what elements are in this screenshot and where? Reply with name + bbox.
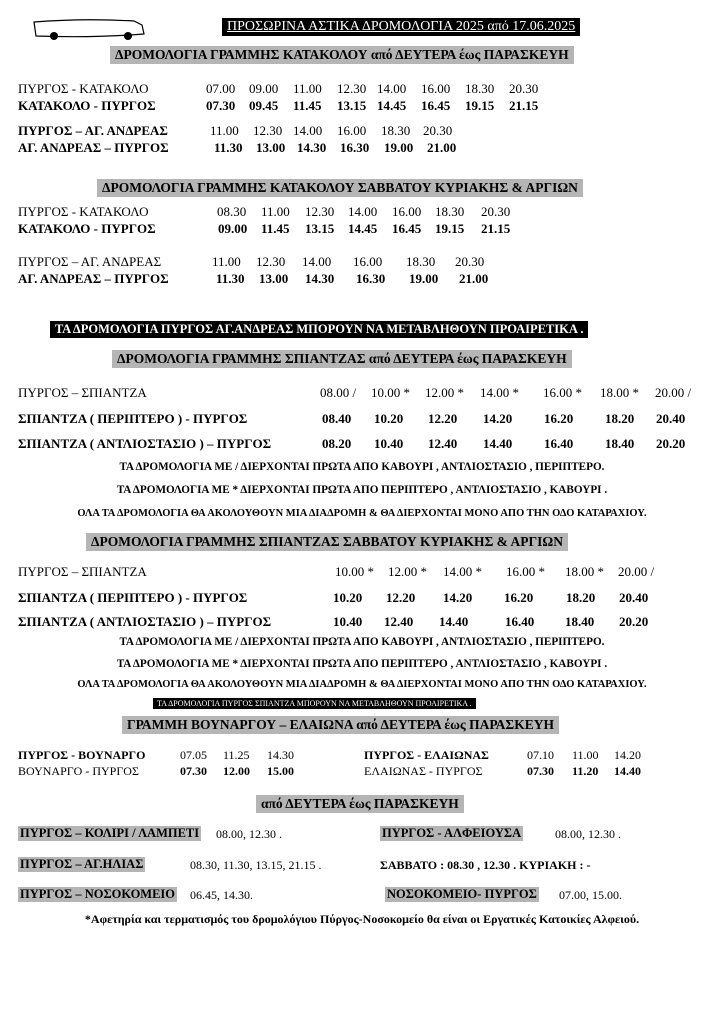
vo-r3-t2: 14.20: [614, 748, 641, 762]
sw-r2-t1: 10.20: [374, 411, 404, 426]
vo-r4-t2: 14.40: [614, 764, 641, 778]
sw-r3-t0: 08.20: [322, 436, 352, 451]
kw-r2-t6: 19.15: [465, 98, 495, 113]
se-r3-t3: 16.40: [505, 614, 535, 629]
ke-r2-t1: 11.45: [261, 221, 290, 236]
kw-r2-t5: 16.45: [421, 98, 451, 113]
sw-r3-t4: 16.40: [544, 436, 574, 451]
ke-r4-t1: 13.00: [259, 271, 289, 286]
vo-r2-t1: 12.00: [223, 764, 250, 778]
route-label: ΠΥΡΓΟΣ – ΣΠΙΑΝΤΖΑ: [18, 385, 147, 400]
vo-r2-t2: 15.00: [267, 764, 294, 778]
kw-r3-t4: 18.30: [381, 123, 411, 138]
footer-note: *Αφετηρία και τερματισμός του δρομολόγιου Πύργος-Νοσοκομείο θα είναι οι Εργατικές Κατοικίες Αλφειού.: [84, 912, 640, 926]
route-note: ΟΛΑ ΤΑ ΔΡΟΜΟΛΟΓΙΑ ΘΑ ΑΚΟΛΟΥΘΟΥΝ ΜΙΑ ΔΙΑΔΡΟΜΗ & ΘΑ ΔΙΕΡΧΟΝΤΑΙ ΜΟΝΟ ΑΠΟ ΤΗΝ ΟΔΟ ΚΑΤΑΡΑΧΙΟΥ.: [77, 679, 647, 690]
route-label: ΠΥΡΓΟΣ - ΚΑΤΑΚΟΛΟ: [18, 204, 149, 219]
route-note: ΟΛΑ ΤΑ ΔΡΟΜΟΛΟΓΙΑ ΘΑ ΑΚΟΛΟΥΘΟΥΝ ΜΙΑ ΔΙΑΔΡΟΜΗ & ΘΑ ΔΙΕΡΧΟΝΤΑΙ ΜΟΝΟ ΑΠΟ ΤΗΝ ΟΔΟ ΚΑΤΑΡΑΧΙΟΥ.: [77, 508, 647, 519]
route-label: ΠΥΡΓΟΣ – ΚΟΛΙΡΙ / ΛΑΜΠΕΤΙ: [20, 826, 200, 840]
route-label: ΠΥΡΓΟΣ - ΕΛΑΙΩΝΑΣ: [364, 748, 489, 762]
route-label: ΣΠΙΑΝΤΖΑ ( ΑΝΤΛΙΟΣΤΑΣΙΟ ) – ΠΥΡΓΟΣ: [18, 614, 272, 629]
se-r3-t2: 14.40: [439, 614, 469, 629]
kw-r1-t3: 12.30: [337, 81, 367, 96]
vo-r1-t0: 07.05: [180, 748, 207, 762]
sw-r1-t4: 16.00 *: [543, 385, 582, 400]
se-r1-t2: 14.00 *: [443, 564, 482, 579]
route-note: ΤΑ ΔΡΟΜΟΛΟΓΙΑ ΜΕ / ΔΙΕΡΧΟΝΤΑΙ ΠΡΩΤΑ ΑΠΟ ΚΑΒΟΥΡΙ , ΑΝΤΛΙΟΣΤΑΣΙΟ , ΠΕΡΙΠΤΕΡΟ.: [119, 636, 605, 648]
se-r1-t5: 20.00 /: [618, 564, 655, 579]
sw-r1-t2: 12.00 *: [425, 385, 464, 400]
kw-r1-t7: 20.30: [509, 81, 539, 96]
route-label: ΠΥΡΓΟΣ – ΑΓ. ΑΝΔΡΕΑΣ: [18, 123, 168, 138]
route-note: ΤΑ ΔΡΟΜΟΛΟΓΙΑ ΜΕ * ΔΙΕΡΧΟΝΤΑΙ ΠΡΩΤΑ ΑΠΟ ΠΕΡΙΠΤΕΡΟ , ΑΝΤΛΙΟΣΤΑΣΙΟ , ΚΑΒΟΥΡΙ .: [116, 658, 608, 670]
kw-r1-t0: 07.00: [206, 81, 236, 96]
route-label: ΝΟΣΟΚΟΜΕΙΟ- ΠΥΡΓΟΣ: [387, 887, 537, 901]
route-label: ΚΑΤΑΚΟΛΟ - ΠΥΡΓΟΣ: [18, 98, 156, 113]
se-r1-t1: 12.00 *: [388, 564, 427, 579]
ke-r3-t2: 14.00: [302, 254, 332, 269]
sw-r3-t1: 10.40: [374, 436, 404, 451]
vo-r4-t1: 11.20: [572, 764, 599, 778]
ke-r3-t0: 11.00: [212, 254, 241, 269]
se-r3-t1: 12.40: [384, 614, 414, 629]
sw-r1-t1: 10.00 *: [371, 385, 410, 400]
se-r3-t5: 20.20: [619, 614, 649, 629]
ke-r1-t1: 11.00: [261, 204, 290, 219]
route-label: ΣΠΙΑΝΤΖΑ ( ΠΕΡΙΠΤΕΡΟ ) - ΠΥΡΓΟΣ: [18, 411, 248, 426]
ke-r1-t0: 08.30: [217, 204, 247, 219]
se-r3-t0: 10.40: [333, 614, 363, 629]
vo-r2-t0: 07.30: [180, 764, 207, 778]
nosokomeio-back-times: 07.00, 15.00.: [559, 888, 622, 902]
kw-r4-t4: 19.00: [384, 140, 414, 155]
ke-r4-t5: 21.00: [459, 271, 489, 286]
se-r2-t2: 14.20: [443, 590, 473, 605]
koliri-times: 08.00, 12.30 .: [216, 827, 282, 841]
route-note: ΤΑ ΔΡΟΜΟΛΟΓΙΑ ΜΕ * ΔΙΕΡΧΟΝΤΑΙ ΠΡΩΤΑ ΑΠΟ ΠΕΡΙΠΤΕΡΟ , ΑΝΤΛΙΟΣΤΑΣΙΟ , ΚΑΒΟΥΡΙ .: [116, 484, 608, 496]
other-lines-header: από ΔΕΥΤΕΡΑ έως ΠΑΡΑΣΚΕΥΗ: [256, 795, 464, 813]
sw-r2-t3: 14.20: [483, 411, 513, 426]
route-label: ΠΥΡΓΟΣ – ΑΓ. ΑΝΔΡΕΑΣ: [18, 254, 162, 269]
sw-r1-t0: 08.00 /: [320, 385, 357, 400]
ke-r3-t5: 20.30: [455, 254, 485, 269]
ke-r2-t4: 16.45: [392, 221, 422, 236]
sw-r2-t5: 18.20: [605, 411, 635, 426]
kw-r4-t2: 14.30: [297, 140, 327, 155]
ke-r3-t1: 12.30: [256, 254, 286, 269]
kw-r2-t4: 14.45: [377, 98, 407, 113]
route-label: ΠΥΡΓΟΣ – ΑΓ.ΗΛΙΑΣ: [20, 857, 144, 871]
ke-r4-t0: 11.30: [216, 271, 245, 286]
ke-r1-t6: 20.30: [481, 204, 511, 219]
se-r1-t3: 16.00 *: [506, 564, 545, 579]
ke-r2-t2: 13.15: [305, 221, 335, 236]
sw-r2-t4: 16.20: [544, 411, 574, 426]
se-r2-t4: 18.20: [566, 590, 596, 605]
se-r1-t4: 18.00 *: [565, 564, 604, 579]
kw-r2-t3: 13.15: [337, 98, 367, 113]
company-logo: [24, 16, 160, 42]
route-label: ΠΥΡΓΟΣ – ΣΠΙΑΝΤΖΑ: [18, 564, 147, 579]
vo-r1-t2: 14.30: [267, 748, 294, 762]
kw-r1-t2: 11.00: [293, 81, 322, 96]
alfeiousa-times: 08.00, 12.30 .: [555, 827, 621, 841]
ke-r2-t5: 19.15: [435, 221, 465, 236]
se-r2-t0: 10.20: [333, 590, 363, 605]
agilias-times: 08.30, 11.30, 13.15, 21.15 .: [190, 858, 322, 872]
ke-r1-t5: 18.30: [435, 204, 465, 219]
nosokomeio-times: 06.45, 14.30.: [190, 888, 253, 902]
sw-r1-t3: 14.00 *: [480, 385, 519, 400]
route-label: ΠΥΡΓΟΣ - ΒΟΥΝΑΡΓΟ: [18, 748, 146, 762]
kw-r1-t1: 09.00: [249, 81, 279, 96]
page-title: ΠΡΟΣΩΡΙΝΑ ΑΣΤΙΚΑ ΔΡΟΜΟΛΟΓΙΑ 2025 από 17.06.2025: [222, 18, 580, 36]
kw-r3-t3: 16.00: [337, 123, 367, 138]
ke-r1-t3: 14.00: [348, 204, 378, 219]
ke-r3-t3: 16.00: [353, 254, 383, 269]
ke-r2-t0: 09.00: [218, 221, 248, 236]
se-r3-t4: 18.40: [565, 614, 595, 629]
sw-r2-t0: 08.40: [322, 411, 352, 426]
ke-r1-t4: 16.00: [392, 204, 422, 219]
optional-change-notice: ΤΑ ΔΡΟΜΟΛΟΓΙΑ ΠΥΡΓΟΣ ΑΓ.ΑΝΔΡΕΑΣ ΜΠΟΡΟΥΝ ΝΑ ΜΕΤΑΒΛΗΘΟΥΝ ΠΡΟΑΙΡΕΤΙΚΑ .: [50, 321, 588, 338]
vo-r1-t1: 11.25: [223, 748, 250, 762]
route-label: ΠΥΡΓΟΣ - ΑΛΦΕΙΟΥΣΑ: [382, 826, 522, 840]
kw-r1-t5: 16.00: [421, 81, 451, 96]
spiantza-optional-notice: ΤΑ ΔΡΟΜΟΛΟΓΙΑ ΠΥΡΓΟΣ ΣΠΙΑΝΤΖΑ ΜΠΟΡΟΥΝ ΝΑ ΜΕΤΑΒΛΗΘΟΥΝ ΠΡΟΑΙΡΕΤΙΚΑ .: [153, 698, 476, 709]
se-r2-t1: 12.20: [386, 590, 416, 605]
route-label: ΒΟΥΝΑΡΓΟ - ΠΥΡΓΟΣ: [18, 764, 139, 778]
spiantza-weekday-header: ΔΡΟΜΟΛΟΓΙΑ ΓΡΑΜΜΗΣ ΣΠΙΑΝΤΖΑΣ από ΔΕΥΤΕΡΑ έως ΠΑΡΑΣΚΕΥΗ: [112, 350, 572, 368]
se-r2-t3: 16.20: [504, 590, 534, 605]
kw-r2-t2: 11.45: [293, 98, 322, 113]
ke-r4-t4: 19.00: [409, 271, 439, 286]
ke-r4-t2: 14.30: [305, 271, 335, 286]
vo-r4-t0: 07.30: [527, 764, 554, 778]
sw-r3-t6: 20.20: [656, 436, 686, 451]
vo-r3-t1: 11.00: [572, 748, 599, 762]
sw-r3-t3: 14.40: [483, 436, 513, 451]
kw-r4-t5: 21.00: [427, 140, 457, 155]
route-label: ΠΥΡΓΟΣ – ΝΟΣΟΚΟΜΕΙΟ: [20, 887, 176, 901]
kw-r1-t6: 18.30: [465, 81, 495, 96]
vounargo-header: ΓΡΑΜΜΗ ΒΟΥΝΑΡΓΟΥ – ΕΛΑΙΩΝΑ από ΔΕΥΤΕΡΑ έως ΠΑΡΑΣΚΕΥΗ: [122, 716, 559, 734]
route-label: ΣΠΙΑΝΤΖΑ ( ΑΝΤΛΙΟΣΤΑΣΙΟ ) – ΠΥΡΓΟΣ: [18, 436, 272, 451]
ke-r2-t3: 14.45: [348, 221, 378, 236]
sw-r3-t2: 12.40: [428, 436, 458, 451]
kw-r4-t0: 11.30: [214, 140, 243, 155]
kw-r2-t7: 21.15: [509, 98, 539, 113]
ke-r3-t4: 18.30: [406, 254, 436, 269]
kw-r4-t3: 16.30: [340, 140, 370, 155]
katakolo-weekday-header: ΔΡΟΜΟΛΟΓΙΑ ΓΡΑΜΜΗΣ ΚΑΤΑΚΟΛΟΥ από ΔΕΥΤΕΡΑ έως ΠΑΡΑΣΚΕΥΗ: [110, 46, 574, 64]
route-label: ΕΛΑΙΩΝΑΣ - ΠΥΡΓΟΣ: [364, 764, 483, 778]
bus-logo-icon: [24, 16, 160, 42]
route-label: ΚΑΤΑΚΟΛΟ - ΠΥΡΓΟΣ: [18, 221, 156, 236]
se-r1-t0: 10.00 *: [335, 564, 374, 579]
agilias-weekend-times: ΣΑΒΒΑΤΟ : 08.30 , 12.30 . ΚΥΡΙΑΚΗ : -: [380, 858, 591, 872]
ke-r1-t2: 12.30: [305, 204, 335, 219]
kw-r3-t2: 14.00: [293, 123, 323, 138]
kw-r3-t1: 12.30: [253, 123, 283, 138]
route-label: ΣΠΙΑΝΤΖΑ ( ΠΕΡΙΠΤΕΡΟ ) - ΠΥΡΓΟΣ: [18, 590, 248, 605]
sw-r2-t2: 12.20: [428, 411, 458, 426]
katakolo-weekend-header: ΔΡΟΜΟΛΟΓΙΑ ΓΡΑΜΜΗΣ ΚΑΤΑΚΟΛΟΥ ΣΑΒΒΑΤΟΥ ΚΥΡΙΑΚΗΣ & ΑΡΓΙΩΝ: [97, 179, 583, 197]
spiantza-weekend-header: ΔΡΟΜΟΛΟΓΙΑ ΓΡΑΜΜΗΣ ΣΠΙΑΝΤΖΑΣ ΣΑΒΒΑΤΟΥ ΚΥΡΙΑΚΗΣ & ΑΡΓΙΩΝ: [86, 533, 568, 551]
sw-r1-t5: 18.00 *: [600, 385, 639, 400]
route-note: ΤΑ ΔΡΟΜΟΛΟΓΙΑ ΜΕ / ΔΙΕΡΧΟΝΤΑΙ ΠΡΩΤΑ ΑΠΟ ΚΑΒΟΥΡΙ , ΑΝΤΛΙΟΣΤΑΣΙΟ , ΠΕΡΙΠΤΕΡΟ.: [119, 461, 605, 473]
kw-r2-t0: 07.30: [206, 98, 236, 113]
kw-r3-t0: 11.00: [210, 123, 239, 138]
ke-r4-t3: 16.30: [356, 271, 386, 286]
sw-r2-t6: 20.40: [656, 411, 686, 426]
route-label: ΑΓ. ΑΝΔΡΕΑΣ – ΠΥΡΓΟΣ: [18, 271, 169, 286]
route-label: ΠΥΡΓΟΣ - ΚΑΤΑΚΟΛΟ: [18, 81, 149, 96]
route-label: ΑΓ. ΑΝΔΡΕΑΣ – ΠΥΡΓΟΣ: [18, 140, 169, 155]
kw-r3-t5: 20.30: [423, 123, 453, 138]
vo-r3-t0: 07.10: [527, 748, 554, 762]
kw-r4-t1: 13.00: [256, 140, 286, 155]
ke-r2-t6: 21.15: [481, 221, 511, 236]
kw-r1-t4: 14.00: [377, 81, 407, 96]
kw-r2-t1: 09.45: [249, 98, 279, 113]
se-r2-t5: 20.40: [619, 590, 649, 605]
sw-r1-t6: 20.00 /: [655, 385, 692, 400]
sw-r3-t5: 18.40: [605, 436, 635, 451]
